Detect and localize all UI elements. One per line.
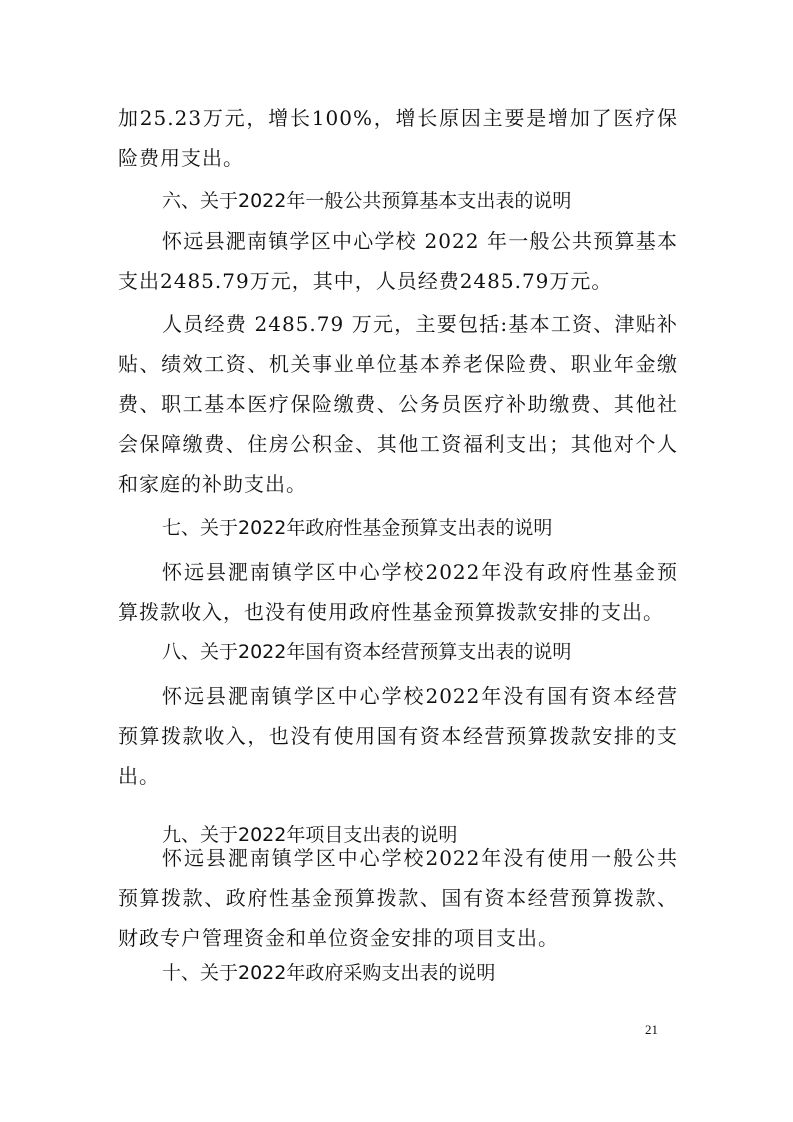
paragraph-medical-insurance-increase: 加25.23万元，增长100%，增长原因主要是增加了医疗保险费用支出。 — [118, 106, 678, 170]
paragraph-state-capital: 怀远县淝南镇学区中心学校2022年没有国有资本经营预算拨款收入，也没有使用国有资本经营预算拨款安排的支出。 — [118, 684, 678, 788]
paragraph-personnel-expenses: 人员经费 2485.79 万元，主要包括:基本工资、津贴补贴、绩效工资、机关事业单位基本养老保险费、职业年金缴费、职工基本医疗保险缴费、公务员医疗补助缴费、其他社会保障缴费、住房公积金、其他工资福利支出；其他对个人和家庭的补助支出。 — [118, 312, 678, 496]
page-number: 21 — [645, 1022, 658, 1037]
paragraph-basic-expenditure: 怀远县淝南镇学区中心学校 2022 年一般公共预算基本支出2485.79万元，其中，人员经费2485.79万元。 — [118, 229, 678, 293]
paragraph-project-expenditure: 怀远县淝南镇学区中心学校2022年没有使用一般公共预算拨款、政府性基金预算拨款、国有资本经营预算拨款、财政专户管理资金和单位资金安排的项目支出。 — [118, 846, 678, 950]
heading-procurement: 十、关于2022年政府采购支出表的说明 — [162, 962, 496, 984]
heading-state-capital: 八、关于2022年国有资本经营预算支出表的说明 — [162, 641, 572, 663]
heading-project-expenditure: 九、关于2022年项目支出表的说明 — [162, 824, 458, 846]
paragraph-government-fund: 怀远县淝南镇学区中心学校2022年没有政府性基金预算拨款收入，也没有使用政府性基金预算拨款安排的支出。 — [118, 560, 678, 624]
heading-government-fund: 七、关于2022年政府性基金预算支出表的说明 — [162, 517, 553, 539]
heading-basic-expenditure: 六、关于2022年一般公共预算基本支出表的说明 — [162, 190, 572, 212]
